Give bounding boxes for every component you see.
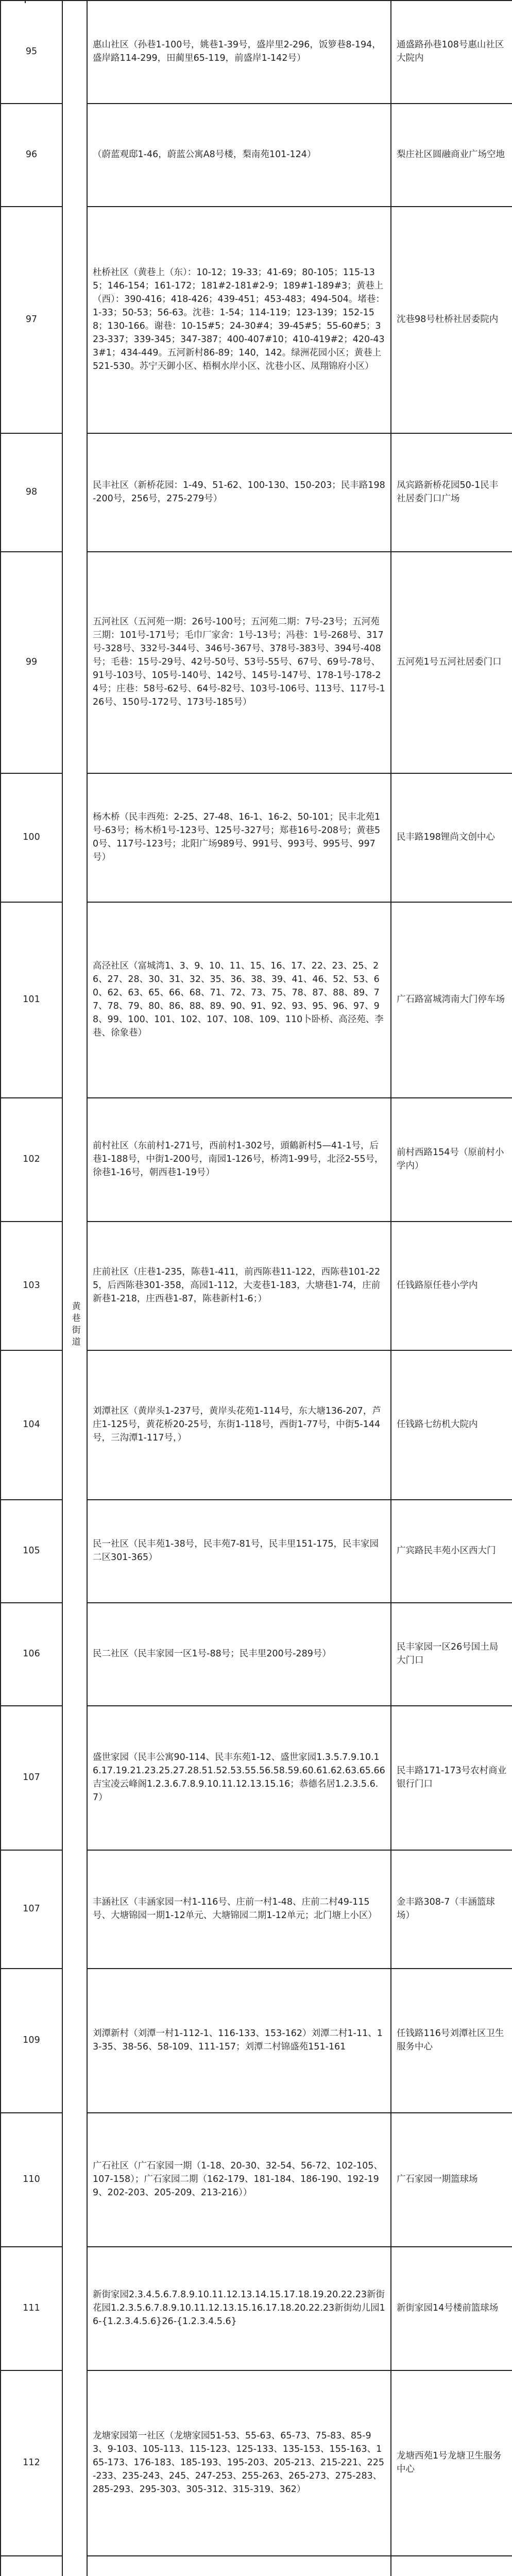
street-name-cell bbox=[62, 1, 87, 2576]
row-number: 107 bbox=[1, 1706, 62, 1850]
covered-area bbox=[87, 2556, 391, 2576]
collection-site: 广石路富城湾南大门停车场 bbox=[391, 902, 512, 1098]
covered-area: 刘潭新村（刘潭一村1-112-1、116-133、153-162）刘潭二村1-11、13-35、38-56、58-109、111-157；刘潭二村锦盛苑151-161 bbox=[87, 1969, 391, 2113]
row-number: 110 bbox=[1, 2113, 62, 2247]
row-number: 111 bbox=[1, 2247, 62, 2370]
row-number bbox=[1, 2556, 62, 2576]
frame-tick bbox=[25, 0, 26, 3]
collection-site: 民丰路171-173号农村商业银行门口 bbox=[391, 1706, 512, 1850]
row-number: 100 bbox=[1, 773, 62, 902]
covered-area: 五河社区（五河苑一期：26号-100号；五河苑二期：7号-23号；五河苑三期：101号-171号；毛巾厂家舍：1号-13号；冯巷：1号-268号、317号-328号、332号-344号、346号-367号、378号-383号、394号-408号；毛巷：15号-29号、42号-50号、53号-55号、67号、69号-78号、91号-103号、105号-140号、142号、145号-147号、178-1号-178-24号；庄巷：58号-62号、64号-82号、103号-106号、113号、117号-126号、150号-172号、173号-185号） bbox=[87, 552, 391, 773]
table-body bbox=[1, 1, 512, 2576]
collection-site: 龙塘西苑1号龙塘卫生服务中心 bbox=[391, 2370, 512, 2556]
row-number: 98 bbox=[1, 433, 62, 552]
row-number: 112 bbox=[1, 2370, 62, 2556]
covered-area: 惠山社区（孙巷1-100号，姚巷1-39号，盛岸里2-296，饭箩巷8-194，盛岸路114-299，田蔺里65-119，前盛岸1-142号） bbox=[87, 1, 391, 104]
row-number: 101 bbox=[1, 902, 62, 1098]
row-number: 107 bbox=[1, 1850, 62, 1969]
collection-site: 民丰家园一区26号国土局大门口 bbox=[391, 1603, 512, 1706]
collection-site: 沈巷98号杜桥社居委院内 bbox=[391, 207, 512, 433]
row-number: 97 bbox=[1, 207, 62, 433]
row-number: 109 bbox=[1, 1969, 62, 2113]
covered-area: 民丰社区（新桥花园：1-49、51-62、100-130、150-203；民丰路198-200号，256号，275-279号） bbox=[87, 433, 391, 552]
collection-site: 广石家园一期篮球场 bbox=[391, 2113, 512, 2247]
collection-site bbox=[391, 2556, 512, 2576]
row-number: 105 bbox=[1, 1500, 62, 1603]
row-number: 103 bbox=[1, 1222, 62, 1350]
collection-site: 任钱路116号刘潭社区卫生服务中心 bbox=[391, 1969, 512, 2113]
covered-area: 庄前社区（庄巷1-235，陈巷1-411，前西陈巷11-122，西陈巷101-225，后西陈巷301-358，高园1-112，大麦巷1-183，大塘巷1-74，庄前新巷1-218，庄西巷1-87，陈巷新村1-6；） bbox=[87, 1222, 391, 1350]
collection-site: 通盛路孙巷108号惠山社区大院内 bbox=[391, 1, 512, 104]
row-number: 96 bbox=[1, 104, 62, 207]
covered-area: （蔚蓝观邸1-46，蔚蓝公寓A8号楼，梨南苑101-124） bbox=[87, 104, 391, 207]
covered-area: 盛世家园（民丰公寓90-114、民丰东苑1-12、盛世家园1.3.5.7.9.10.16.17.19.21.23.25.27.28.51.52.53.55.56.58.59.60.61.62.63.65.66吉宝凌云峰阁1.2.3.6.7.8.9.10.11.12.13.15.16；恭德名居1.2.3.5.6.7） bbox=[87, 1706, 391, 1850]
covered-area: 民一社区（民丰苑1-38号，民丰苑7-81号，民丰里151-175，民丰家园二区301-365） bbox=[87, 1500, 391, 1603]
collection-site: 五河苑1号五河社居委门口 bbox=[391, 552, 512, 773]
row-number: 102 bbox=[1, 1098, 62, 1222]
row-number: 95 bbox=[1, 1, 62, 104]
row-number: 106 bbox=[1, 1603, 62, 1706]
collection-site: 前村西路154号（原前村小学内） bbox=[391, 1098, 512, 1222]
collection-site: 凤宾路新桥花园50-1民丰社居委门口广场 bbox=[391, 433, 512, 552]
street-name: 黄巷街道 bbox=[70, 1301, 80, 1349]
covered-area: 新街家园2.3.4.5.6.7.8.9.10.11.12.13.14.15.17.18.19.20.22.23新街花园1.2.3.5.6.7.8.9.10.11.12.13.15.16.17.18.20.22.23新街幼儿园16-{1.2.3.4.5.6}26-{1.2.3.4.5.6} bbox=[87, 2247, 391, 2370]
covered-area: 广石社区（广石家园一期（1-18、20-30、32-54、56-72、102-105、107-158）；广石家园二期（162-179、181-184、186-190、192-199、202-203、205-209、213-216）） bbox=[87, 2113, 391, 2247]
collection-site: 新街家园14号楼前篮球场 bbox=[391, 2247, 512, 2370]
covered-area: 民二社区（民丰家园一区1号-88号；民丰里200号-289号） bbox=[87, 1603, 391, 1706]
covered-area: 丰涵社区（丰涵家园一村1-116号、庄前一村1-48、庄前二村49-115号、大塘锦园一期1-12单元、大塘锦园二期1-12单元；北门塘上小区） bbox=[87, 1850, 391, 1969]
covered-area: 杜桥社区（黄巷上（东）：10-12；19-33；41-69；80-105；115-135；146-154；161-172；181#2-181#2-9；189#1-189#3；黄巷上（西）：390-416；418-426；439-451；453-483；494-504。堵巷：1-33；50-53；56-63。沈巷：1-54；114-119；123-139；152-158；130-166。谢巷：10-15#5；24-30#4；39-45#5；55-60#5；323-337；339-345；347-387；400-407#10；410-419#2；420-433#1；434-449。五河新村86-89；140，142。绿洲花园小区；黄巷上521-530。苏宁天御小区、梧桐水岸小区、沈巷小区、凤翔锦府小区） bbox=[87, 207, 391, 433]
table-row bbox=[1, 1, 512, 104]
covered-area: 刘潭社区（黄岸头1-237号，黄岸头花苑1-114号，东大塘136-207，芦庄1-125号，黄花桥20-25号，东街1-118号，西街1-77号，中街5-144号，三沟潭1-117号，） bbox=[87, 1350, 391, 1500]
collection-site: 任钱路七纺机大院内 bbox=[391, 1350, 512, 1500]
row-number: 99 bbox=[1, 552, 62, 773]
covered-area: 前村社区（东前村1-271号，西前村1-302号，頭鶴新村5—41-1号，后巷1-188号，中街1-200号，南园1-126号，桥湾1-99号，北泾2-55号，徐巷1-16号，朝西巷1-19号） bbox=[87, 1098, 391, 1222]
covered-area: 杨木桥（民丰西苑：2-25、27-48、16-1、16-2、50-101；民丰北苑1号-63号；杨木桥1号-123号、125号-327号；郑巷16号-208号；黄巷50号、117号-123号；北阳广场989号、991号、993号、995号、997号） bbox=[87, 773, 391, 902]
row-number: 104 bbox=[1, 1350, 62, 1500]
covered-area: 高泾社区（富城湾1、3、9、10、11、15、16、17、22、23、25、26、27、28、30、31、32、35、36、38、39、41、46、52、53、60、62、63、65、66、68、71、72、73、75、78、87、88、89、77、78、79、80、86、88、89、90、91、92、93、95、96、97、98、99、100、101、102、107、108、109、110卜卧桥、高泾苑、李巷、徐象巷） bbox=[87, 902, 391, 1098]
collection-site: 梨庄社区圆融商业广场空地 bbox=[391, 104, 512, 207]
covered-area: 龙塘家园第一社区（龙塘家园51-53、55-63、65-73、75-83、85-93、9-103、105-113、115-123、125-133、135-153、155-163、165-173、176-183、185-193、195-203、205-213、215-221、225-233、235-243、245、247-253、255-263、265-273、275-283、285-293、295-303、305-312、315-319、362） bbox=[87, 2370, 391, 2556]
collection-site: 金丰路308-7（丰涵篮球场） bbox=[391, 1850, 512, 1969]
collection-site: 民丰路198锂尚文创中心 bbox=[391, 773, 512, 902]
collection-site: 任钱路原任巷小学内 bbox=[391, 1222, 512, 1350]
collection-site: 广宾路民丰苑小区西大门 bbox=[391, 1500, 512, 1603]
